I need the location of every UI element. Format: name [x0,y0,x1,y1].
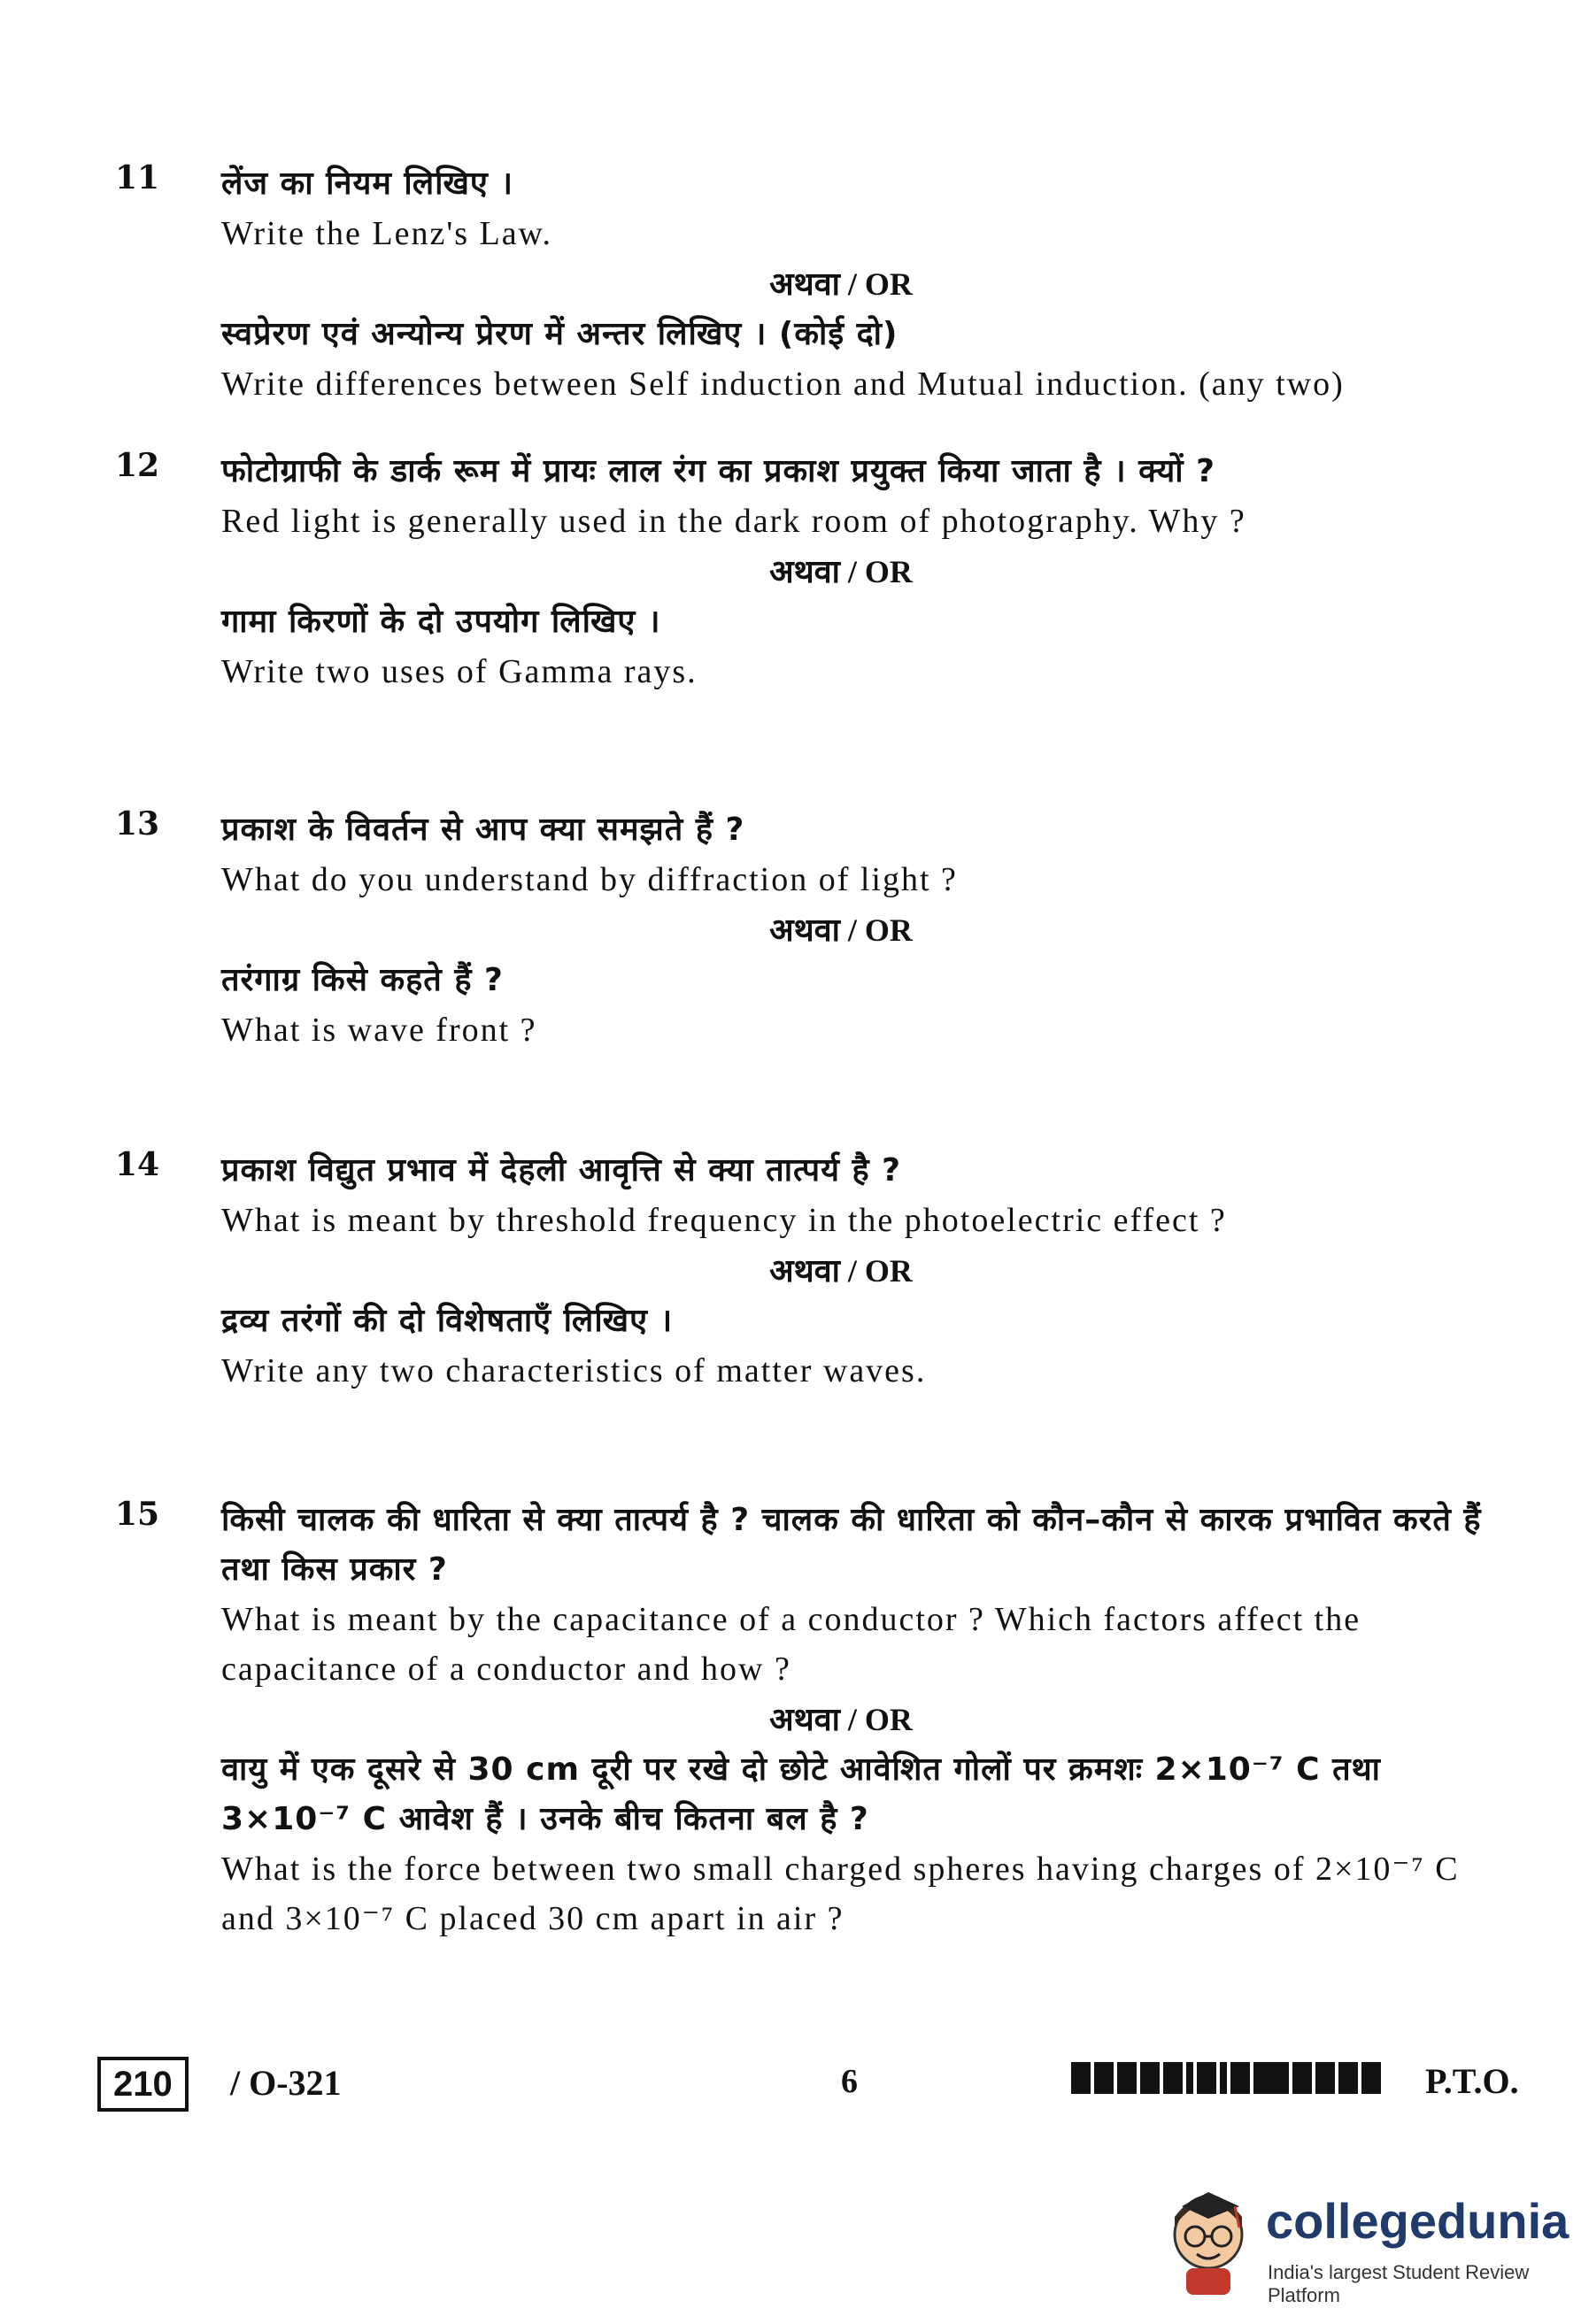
question-hindi: प्रकाश विद्युत प्रभाव में देहली आवृत्ति से क्या तात्पर्य है ? [221,1152,902,1189]
question-english: What do you understand by diffraction of light ? [221,861,958,898]
question-number: 14 [115,1146,160,1183]
question-number: 15 [115,1496,160,1533]
alt-question-hindi: तरंगाग्र किसे कहते हैं ? [221,962,504,998]
question-english: Write the Lenz's Law. [221,215,553,252]
question-11 [115,159,1496,409]
alt-question-english: Write two uses of Gamma rays. [221,653,698,690]
page-number: 6 [841,2063,858,2100]
or-separator: अथवा / OR [769,1253,913,1289]
question-hindi: प्रकाश के विवर्तन से आप क्या समझते हैं ? [221,812,745,848]
paper-code-box: 210 [97,2057,189,2112]
alt-question-english: What is wave front ? [221,1012,537,1049]
question-12 [115,447,1496,696]
page-footer [97,2053,1519,2124]
barcode [1071,2062,1390,2094]
alt-question-hindi: गामा किरणों के दो उपयोग लिखिए । [221,604,661,640]
question-13 [115,805,1496,1055]
question-number: 11 [115,159,160,196]
or-separator: अथवा / OR [769,912,913,948]
mascot-icon [1160,2173,1257,2305]
alt-question-english: What is the force between two small charged spheres having charges of 2×10⁻⁷ C and 3×10⁻⁷ C placed 30 cm apart in air ? [221,1851,1460,1937]
question-english: What is meant by the capacitance of a conductor ? Which factors affect the capacitance of a conductor and how ? [221,1601,1361,1688]
question-15 [115,1496,1496,1943]
alt-question-english: Write differences between Self induction and Mutual induction. (any two) [221,366,1345,403]
question-hindi: किसी चालक की धारिता से क्या तात्पर्य है ? चालक की धारिता को कौन–कौन से कारक प्रभावित करते हैं तथा किस प्रकार ? [221,1502,1482,1588]
question-hindi: लेंज का नियम लिखिए । [221,165,513,202]
or-separator: अथवा / OR [769,266,913,302]
please-turn-over: P.T.O. [1425,2061,1519,2101]
question-english: Red light is generally used in the dark room of photography. Why ? [221,503,1246,540]
or-separator: अथवा / OR [769,554,913,589]
collegedunia-logo [1160,2173,1569,2306]
question-14 [115,1146,1496,1396]
paper-code: / O-321 [230,2063,342,2103]
or-separator: अथवा / OR [769,1702,913,1737]
logo-tagline: India's largest Student Review Platform [1268,2261,1530,2306]
question-number: 12 [115,447,160,484]
logo-name: collegedunia [1266,2193,1569,2249]
alt-question-hindi: वायु में एक दूसरे से 30 cm दूरी पर रखे दो छोटे आवेशित गोलों पर क्रमशः 2×10⁻⁷ C तथा 3×10⁻⁷ C आवेश हैं । उनके बीच कितना बल है ? [221,1751,1381,1837]
question-hindi: फोटोग्राफी के डार्क रूम में प्रायः लाल रंग का प्रकाश प्रयुक्त किया जाता है । क्यों ? [221,453,1216,489]
question-english: What is meant by threshold frequency in the photoelectric effect ? [221,1202,1227,1239]
question-number: 13 [115,805,160,843]
alt-question-english: Write any two characteristics of matter waves. [221,1352,927,1389]
alt-question-hindi: स्वप्रेरण एवं अन्योन्य प्रेरण में अन्तर लिखिए । (कोई दो) [221,316,898,352]
alt-question-hindi: द्रव्य तरंगों की दो विशेषताएँ लिखिए । [221,1303,674,1339]
